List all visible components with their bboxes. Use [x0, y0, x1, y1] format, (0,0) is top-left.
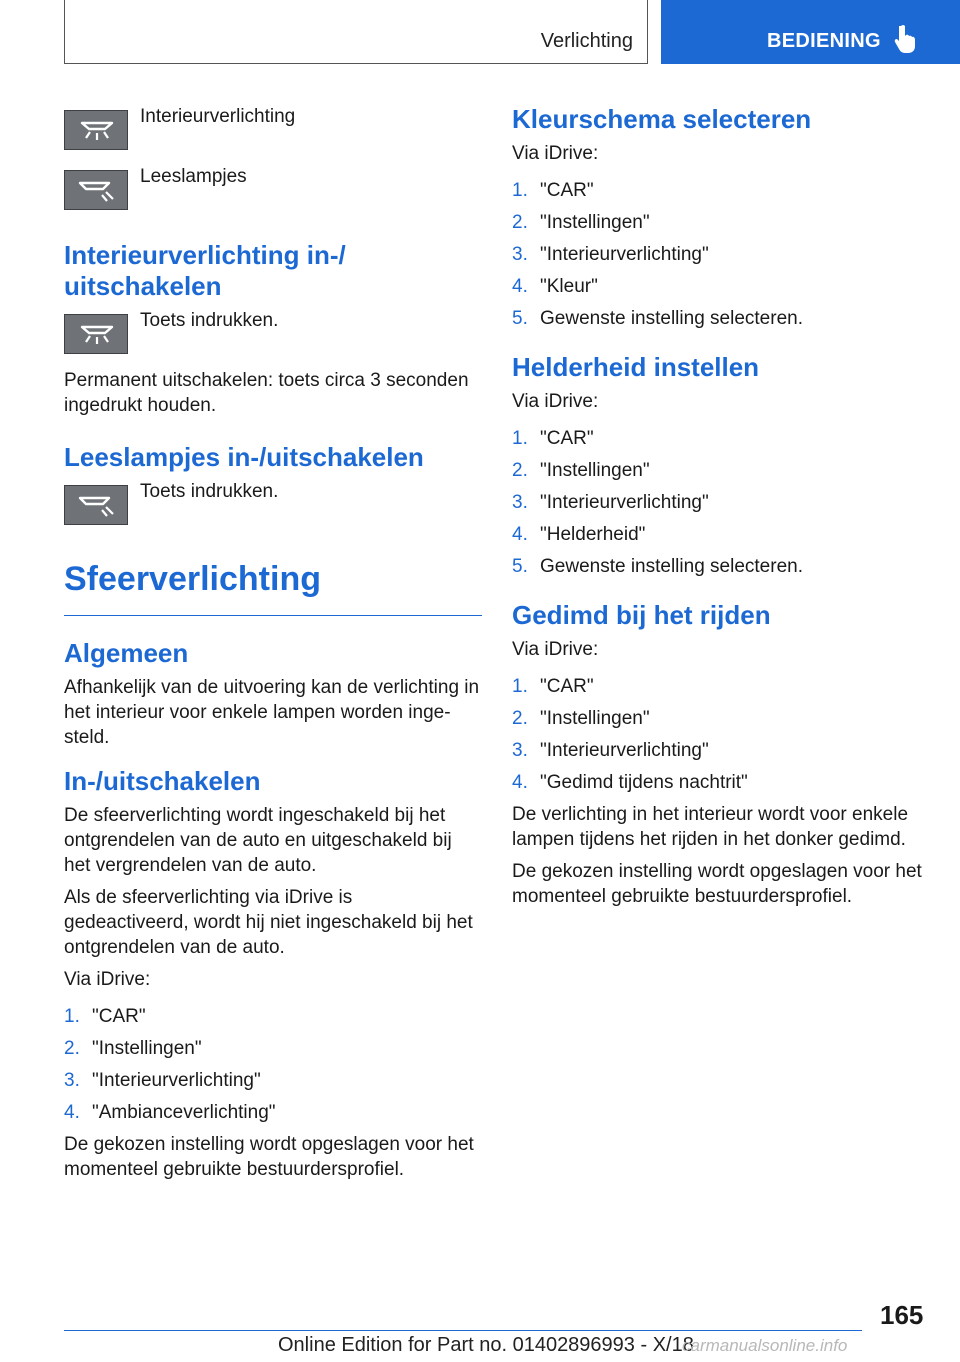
- watermark: carmanualsonline.info: [682, 1336, 848, 1355]
- list-item: 1. "CAR": [64, 1006, 146, 1027]
- paragraph: Afhankelijk van de uitvoering kan de verlichting in het interieur voor enkele lampen worden ingesteld.: [64, 677, 480, 748]
- interior-light-icon[interactable]: [64, 314, 128, 354]
- chapter-tab-label: BEDIENING: [767, 30, 881, 52]
- list-item: 3. "Interieurverlichting": [512, 492, 709, 513]
- via-idrive: Via iDrive:: [512, 391, 599, 412]
- via-idrive: Via iDrive:: [512, 639, 599, 660]
- list-item: 3. "Interieurverlichting": [512, 244, 709, 265]
- heading-interior-toggle: Interieurverlichting in-/ uitschakelen: [64, 240, 346, 301]
- list-item: 2. "Instellingen": [512, 460, 650, 481]
- paragraph: De gekozen instelling wordt opgeslagen voor het momenteel gebruikte bestuurdersprofiel.: [512, 861, 922, 907]
- icon-label: Leeslampjes: [140, 166, 247, 187]
- right-column: [512, 104, 930, 909]
- reading-light-icon[interactable]: [64, 485, 128, 525]
- page-number: 165: [880, 1300, 924, 1330]
- list-item: 3. "Interieurverlichting": [64, 1070, 261, 1091]
- list-item: 2. "Instellingen": [512, 708, 650, 729]
- pointing-hand-icon: [894, 24, 918, 54]
- heading-brightness: Helderheid instellen: [512, 352, 760, 382]
- steps-list: [64, 1004, 482, 1125]
- heading-general: Algemeen: [64, 638, 189, 668]
- heading-ambient-lighting: Sfeerverlichting: [64, 560, 321, 598]
- paragraph: Permanent uitschakelen: toets circa 3 seconden ingedrukt houden.: [64, 370, 469, 416]
- icon-label: Toets indrukken.: [140, 310, 279, 331]
- heading-on-off: In-/uitschakelen: [64, 766, 261, 796]
- icon-label: Toets indrukken.: [140, 481, 279, 502]
- paragraph: Als de sfeerverlichting via iDrive is gedeactiveerd, wordt hij niet ingeschakeld bij het ontgrendelen van de auto.: [64, 887, 473, 958]
- list-item: 5. Gewenste instelling selecteren.: [512, 308, 803, 329]
- list-item: 4. "Kleur": [512, 276, 598, 297]
- paragraph: De sfeerverlichting wordt ingeschakeld bij het ontgrendelen van de auto en uitgeschakeld bij het vergrendelen van de auto.: [64, 805, 452, 876]
- list-item: 4. "Gedimd tijdens nachtrit": [512, 772, 748, 793]
- heading-dimmed-driving: Gedimd bij het rijden: [512, 600, 771, 630]
- icon-row-interior: [64, 106, 482, 150]
- list-item: 5. Gewenste instelling selecteren.: [512, 556, 803, 577]
- heading-color-scheme: Kleurschema selecteren: [512, 104, 812, 134]
- section-title: Verlichting: [540, 30, 633, 52]
- footer-edition: Online Edition for Part no. 01402896993 - X/18: [278, 1334, 694, 1356]
- left-column: [64, 106, 482, 1182]
- icon-row-reading: [64, 166, 482, 210]
- reading-light-icon[interactable]: [64, 170, 128, 210]
- list-item: 1. "CAR": [512, 428, 594, 449]
- icon-row-interior-toggle: [64, 310, 482, 354]
- steps-list: [512, 426, 930, 579]
- list-item: 4. "Helderheid": [512, 524, 646, 545]
- list-item: 1. "CAR": [512, 676, 594, 697]
- via-idrive: Via iDrive:: [512, 143, 599, 164]
- heading-reading-toggle: Leeslampjes in-/uitschakelen: [64, 442, 424, 472]
- paragraph: De verlichting in het interieur wordt voor enkele lampen tijdens het rijden in het donker gedimd.: [512, 804, 909, 850]
- list-item: 1. "CAR": [512, 180, 594, 201]
- interior-light-icon[interactable]: [64, 110, 128, 150]
- steps-list: [512, 178, 930, 331]
- list-item: 4. "Ambianceverlichting": [64, 1102, 276, 1123]
- via-idrive: Via iDrive:: [64, 969, 151, 990]
- paragraph: De gekozen instelling wordt opgeslagen voor het momenteel gebruikte bestuurdersprofiel.: [64, 1134, 474, 1180]
- list-item: 3. "Interieurverlichting": [512, 740, 709, 761]
- list-item: 2. "Instellingen": [64, 1038, 202, 1059]
- header-box: [64, 0, 648, 64]
- icon-row-reading-toggle: [64, 481, 482, 525]
- icon-label: Interieurverlichting: [140, 106, 296, 127]
- footer-rule: [64, 1330, 862, 1331]
- steps-list: [512, 674, 930, 795]
- list-item: 2. "Instellingen": [512, 212, 650, 233]
